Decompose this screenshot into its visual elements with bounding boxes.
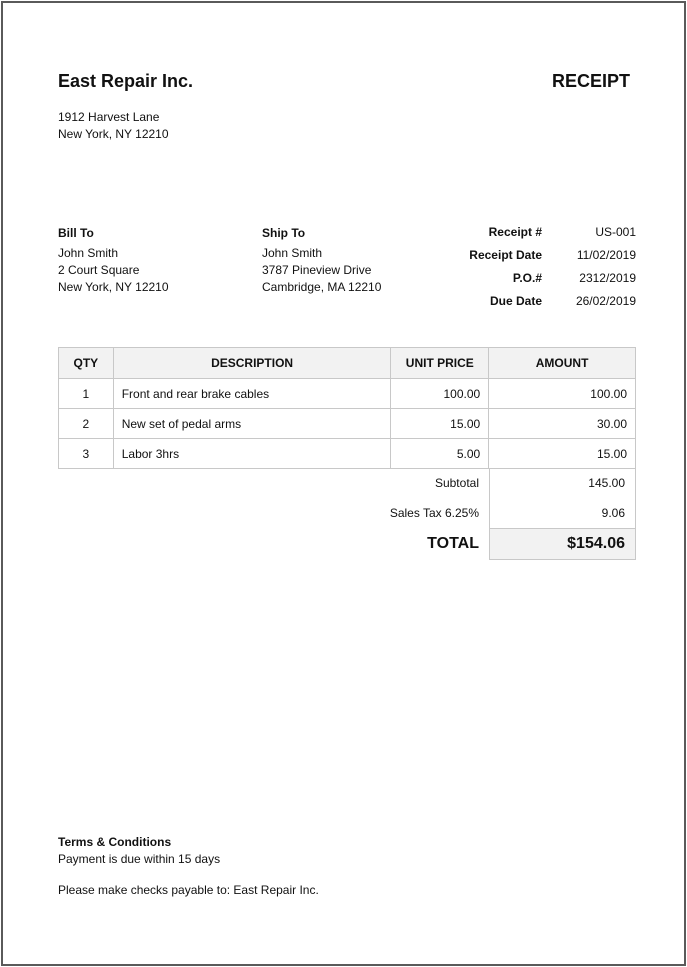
totals-block (303, 468, 636, 560)
bill-to-label: Bill To (58, 226, 94, 240)
tax-row (303, 498, 636, 528)
meta-row-po-number (423, 271, 636, 294)
subtotal-row (303, 468, 636, 498)
subtotal-label: Subtotal (434, 476, 479, 490)
meta-label: P.O.# (512, 271, 542, 285)
items-table (58, 347, 636, 469)
meta-label: Due Date (489, 294, 542, 308)
total-row (303, 528, 636, 560)
cell-unit-price: 15.00 (391, 409, 489, 439)
bill-to-name: John Smith (58, 246, 119, 260)
meta-label: Receipt Date (469, 248, 542, 262)
receipt-page (1, 1, 686, 966)
ship-to-name: John Smith (262, 246, 323, 260)
header-description: DESCRIPTION (113, 348, 391, 379)
terms-line1: Payment is due within 15 days (58, 852, 221, 866)
cell-unit-price: 100.00 (391, 379, 489, 409)
company-address-line2: New York, NY 12210 (58, 127, 169, 141)
bill-to-line2: New York, NY 12210 (58, 280, 169, 294)
table-row (59, 409, 636, 439)
cell-qty: 2 (59, 409, 114, 439)
cell-qty: 1 (59, 379, 114, 409)
terms-heading: Terms & Conditions (58, 835, 172, 849)
header-qty: QTY (59, 348, 114, 379)
company-address (58, 109, 169, 143)
cell-description: Labor 3hrs (113, 439, 391, 469)
header-amount: AMOUNT (489, 348, 636, 379)
cell-qty: 3 (59, 439, 114, 469)
cell-description: Front and rear brake cables (113, 379, 391, 409)
receipt-meta (423, 225, 636, 317)
subtotal-value: 145.00 (489, 468, 636, 498)
cell-unit-price: 5.00 (391, 439, 489, 469)
terms-block (58, 835, 319, 897)
table-header-row (59, 348, 636, 379)
meta-label: Receipt # (488, 225, 542, 239)
cell-amount: 30.00 (489, 409, 636, 439)
table-row (59, 379, 636, 409)
meta-value: 11/02/2019 (576, 248, 636, 262)
cell-amount: 100.00 (489, 379, 636, 409)
meta-value: US-001 (595, 225, 636, 239)
meta-row-receipt-number (423, 225, 636, 248)
total-value: $154.06 (489, 528, 636, 560)
tax-value: 9.06 (489, 498, 636, 528)
meta-row-receipt-date (423, 248, 636, 271)
meta-row-due-date (423, 294, 636, 317)
tax-label: Sales Tax 6.25% (389, 506, 479, 520)
cell-amount: 15.00 (489, 439, 636, 469)
company-address-line1: 1912 Harvest Lane (58, 110, 160, 124)
document-title: RECEIPT (551, 71, 630, 91)
terms-line2: Please make checks payable to: East Repair Inc. (58, 883, 319, 897)
meta-value: 2312/2019 (579, 271, 636, 285)
ship-to-label: Ship To (262, 226, 306, 240)
bill-to-line1: 2 Court Square (58, 263, 140, 277)
header-unit-price: UNIT PRICE (391, 348, 489, 379)
cell-description: New set of pedal arms (113, 409, 391, 439)
ship-to-line2: Cambridge, MA 12210 (262, 280, 382, 294)
ship-to-line1: 3787 Pineview Drive (262, 263, 372, 277)
meta-value: 26/02/2019 (575, 294, 636, 308)
company-name: East Repair Inc. (58, 71, 194, 91)
total-label: TOTAL (427, 535, 479, 552)
bill-to-block (58, 225, 169, 296)
table-row (59, 439, 636, 469)
ship-to-block (262, 225, 381, 296)
